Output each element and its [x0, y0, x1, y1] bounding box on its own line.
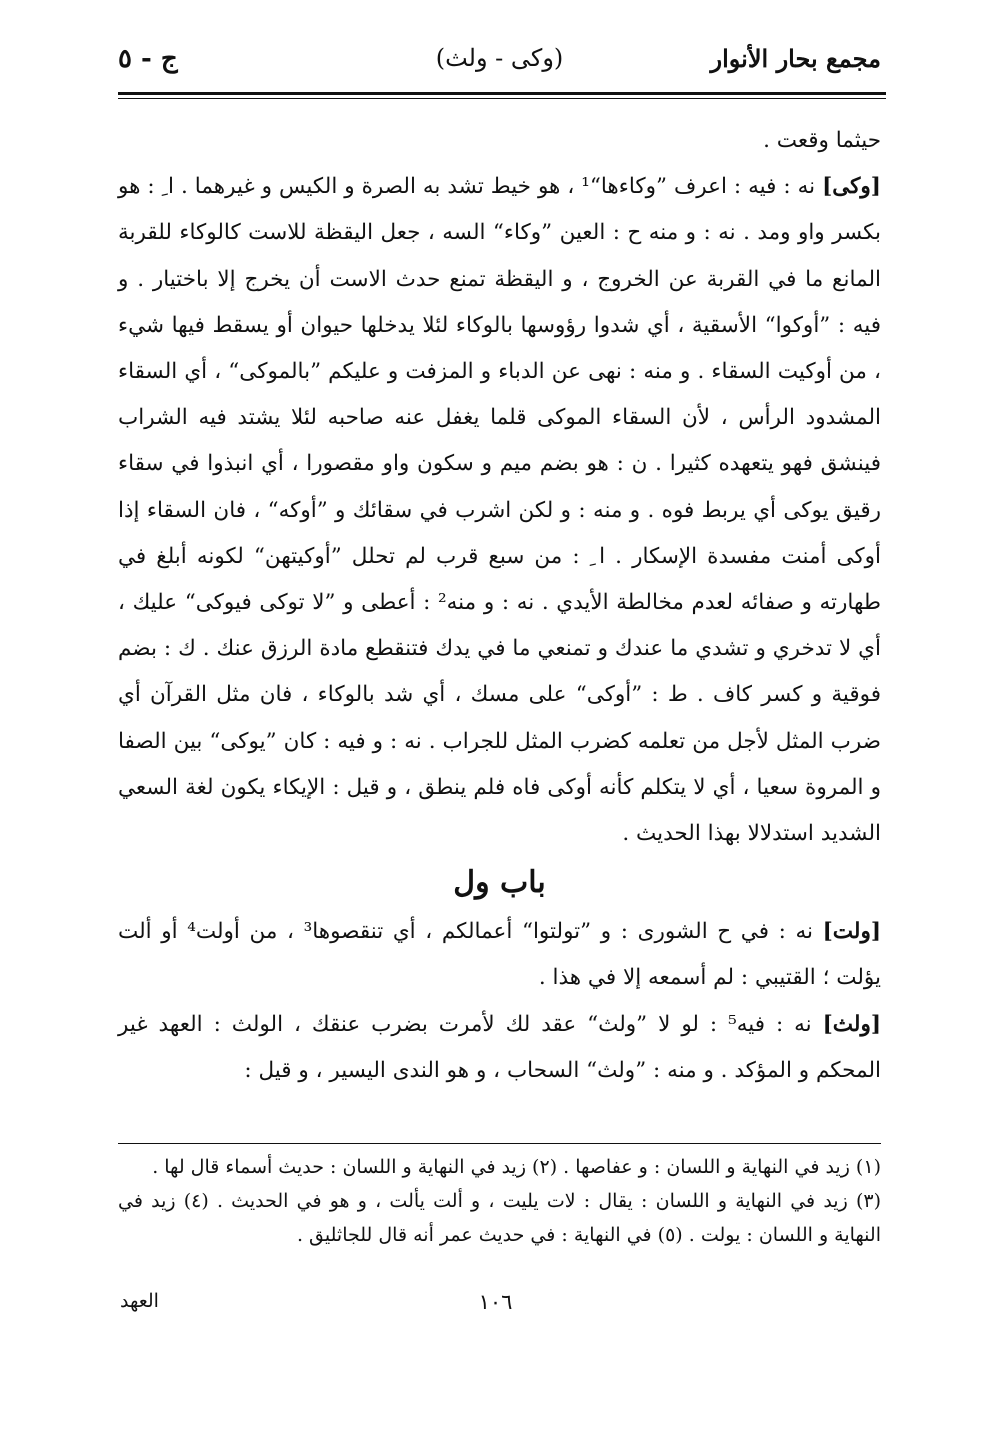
- main-text: [118, 118, 881, 1094]
- header-rule-thin: [118, 98, 886, 99]
- entry-wky-text: نه : فيه : اعرف ”وكاءها“¹ ، هو خيط تشد به الصرة و الكيس و غيرهما . ا ِ : هو بكسر واو ومد . نه : و منه ح : العين ”وكاء“ السه ، جعل اليقظة للاست كالوكاء للقربة المانع ما في القربة عن الخروج ، و اليقظة تمنع حدث الاست أن يخرج إلا باختيار . و فيه : ”أوكوا“ الأسقية ، أي شدوا رؤوسها بالوكاء لئلا يدخلها حيوان أو يسقط فيها شيء ، من أوكيت السقاء . و منه : نهى عن الدباء و المزفت و عليكم ”بالموكى“ ، أي السقاء المشدود الرأس ، لأن السقاء الموكى قلما يغفل عنه صاحبه لئلا يشتد فيه الشراب فينشق فهو يتعهده كثيرا . ن : هو بضم ميم و سكون واو مقصورا ، أي انبذوا في سقاء رقيق يوكى أي يربط فوه . و منه : و لكن اشرب في سقائك و ”أوكه“ ، فان السقاء إذا أوكى أمنت مفسدة الإسكار . ا ِ : من سبع قرب لم تحلل ”أوكيتهن“ لكونه أبلغ في طهارته و صفائه لعدم مخالطة الأيدي . نه : و منه² : أعطى و ”لا توكى فيوكى“ عليك ، أي لا تدخري و تشدي ما عندك و تمنعي ما في يدك فتنقطع مادة الرزق عنك . ك : بضم فوقية و كسر كاف . ط : ”أوكى“ على مسك ، أي شد بالوكاء ، فان مثل القرآن أي ضرب المثل لأجل من تعلمه كضرب المثل للجراب . نه : و فيه : كان ”يوكى“ بين الصفا و المروة سعيا ، أي لا يتكلم كأنه أوكى فاه فلم ينطق ، و قيل : الإيكاء يكون لغة السعي الشديد استدلالا بهذا الحديث .: [118, 174, 881, 847]
- lemma-wlt: [ولت]: [822, 919, 882, 945]
- page-number: ١٠٦: [478, 1290, 513, 1314]
- volume-number: ج - ٥: [118, 44, 178, 74]
- section-range: (وكى - ولث): [435, 44, 564, 72]
- entry-wlth-text: نه : فيه⁵ : لو لا ”ولث“ عقد لك لأمرت بضرب عنقك ، الولث : العهد غير المحكم و المؤكد . و منه : ”ولث“ السحاب ، و هو الندى اليسير ، و قيل :: [118, 1011, 881, 1083]
- book-title: مجمع بحار الأنوار: [710, 44, 881, 73]
- footnote-line: (١) زيد في النهاية و اللسان : و عفاصها . (٢) زيد في النهاية و اللسان : حديث أسماء قال لها .: [152, 1156, 881, 1178]
- catchword: العهد: [120, 1290, 159, 1312]
- header-rule-thick: [118, 92, 886, 95]
- footnotes: [118, 1150, 881, 1252]
- footnote-line: (٣) زيد في النهاية و اللسان : يقال : لات يليت ، و ألت يألت ، و هو في الحديث . (٤) زيد في النهاية و اللسان : يولت . (٥) في النهاية : في حديث عمر أنه قال للجاثليق .: [118, 1190, 881, 1246]
- entry-wlt: [118, 909, 881, 1001]
- entry-wlth: [118, 1002, 881, 1094]
- lemma-wky: [وكى]: [822, 174, 881, 200]
- paragraph-continuation: حيثما وقعت .: [763, 128, 881, 153]
- lemma-wlth: [ولث]: [822, 1011, 882, 1037]
- chapter-heading: باب ول: [453, 865, 546, 901]
- entry-wlt-text: نه : في ح الشورى : و ”تولتوا“ أعمالكم ، أي تنقصوها³ ، من أولت⁴ أو ألت يؤلت ؛ القتيبي : لم أسمعه إلا في هذا .: [118, 919, 881, 991]
- running-head: [118, 38, 881, 86]
- footnote-rule: [118, 1143, 881, 1144]
- entry-wky: [118, 164, 881, 857]
